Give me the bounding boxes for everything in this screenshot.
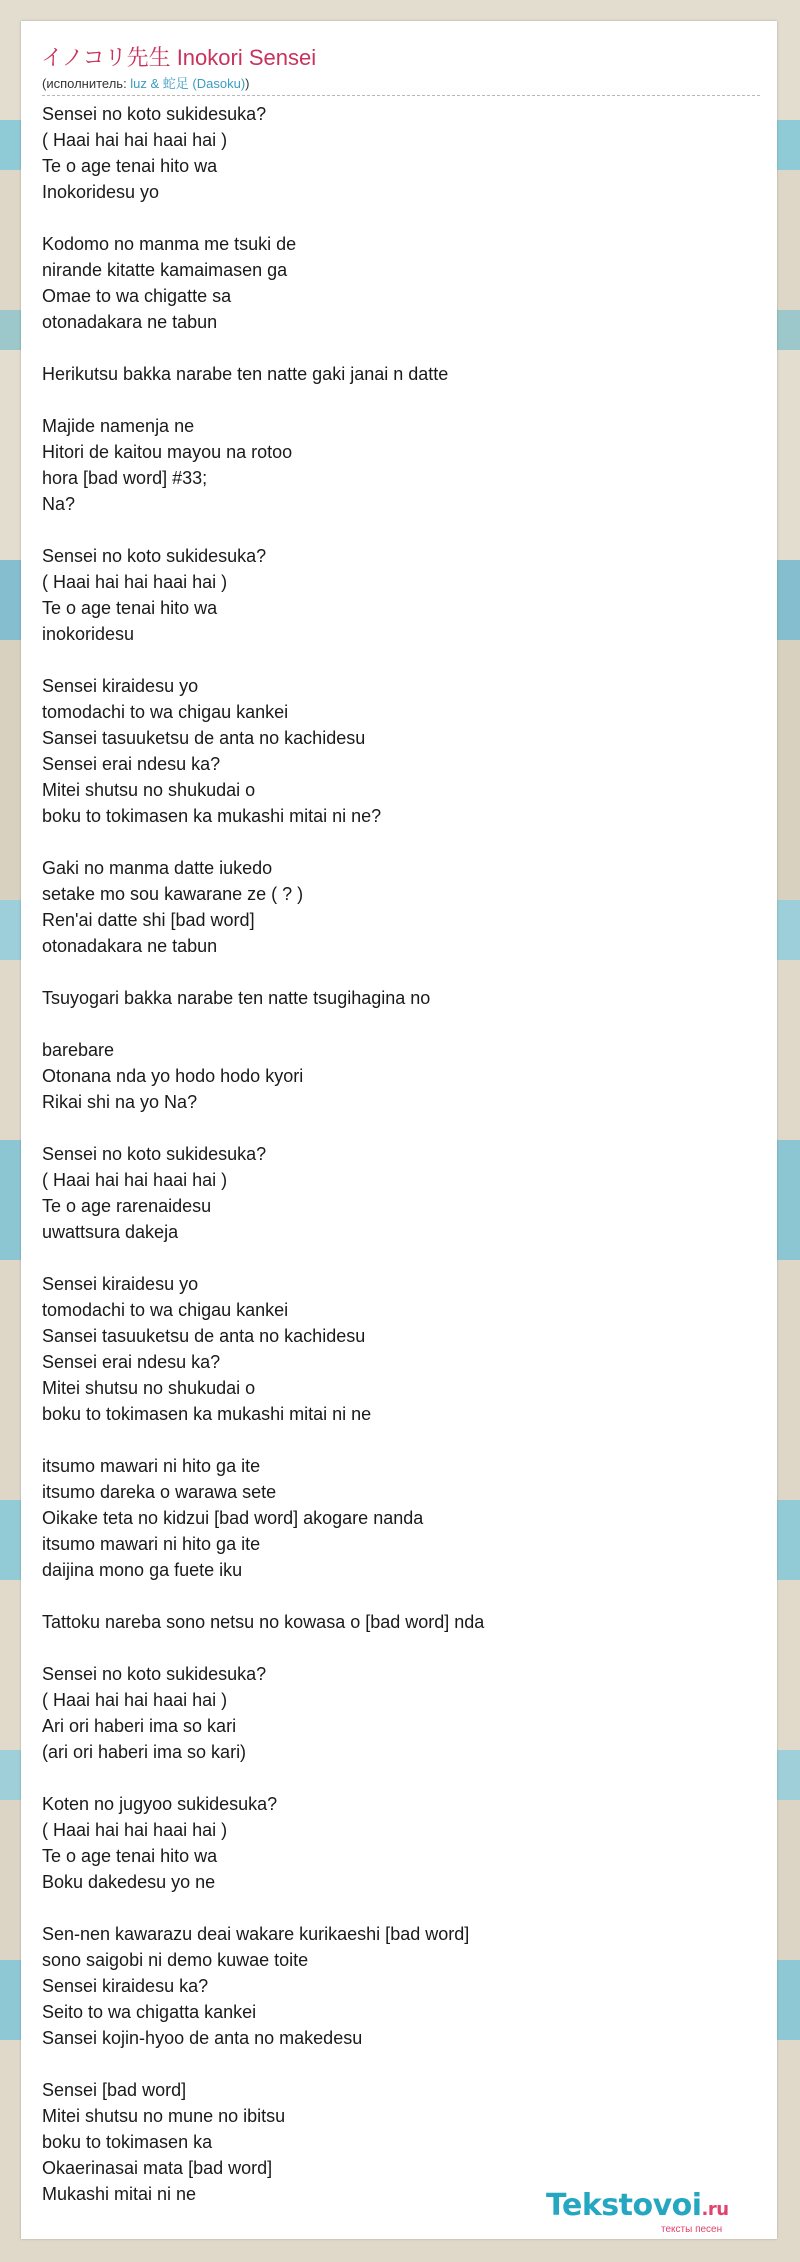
lyric-line: Koten no jugyoo sukidesuka?	[42, 1794, 278, 1814]
lyric-line: Majide namenja ne	[42, 416, 195, 436]
lyric-line: ( Haai hai hai haai hai )	[42, 1170, 228, 1190]
stanza-gap	[42, 1427, 762, 1453]
stanza-gap	[42, 1245, 762, 1271]
lyric-line: Te o age tenai hito wa	[42, 156, 218, 176]
lyric-line: Otonana nda yo hodo hodo kyori	[42, 1066, 304, 1086]
lyric-line: Ari ori haberi ima so kari	[42, 1716, 237, 1736]
lyric-line: Gaki no manma datte iukedo	[42, 858, 273, 878]
lyric-line: itsumo mawari ni hito ga ite	[42, 1456, 261, 1476]
lyric-line: Sansei kojin-hyoo de anta no makedesu	[42, 2028, 363, 2048]
lyric-line: Sensei kiraidesu ka?	[42, 1976, 209, 1996]
lyric-line: Sensei [bad word]	[42, 2080, 187, 2100]
stanza-gap	[42, 1765, 762, 1791]
lyric-line: Mitei shutsu no mune no ibitsu	[42, 2106, 286, 2126]
lyric-line: Boku dakedesu yo ne	[42, 1872, 216, 1892]
lyric-line: hora [bad word] #33;	[42, 468, 208, 488]
lyric-line: uwattsura dakeja	[42, 1222, 179, 1242]
lyric-line: Tattoku nareba sono netsu no kowasa o [bad word] nda	[42, 1612, 485, 1632]
logo-name: Tekstovoi	[546, 2188, 702, 2223]
lyric-line: setake mo sou kawarane ze ( ? )	[42, 884, 304, 904]
stanza-gap	[42, 2051, 762, 2077]
stanza-gap	[42, 335, 762, 361]
lyric-line: Kodomo no manma me tsuki de	[42, 234, 297, 254]
artist-suffix: )	[245, 76, 250, 91]
song-title: イノコリ先生 Inokori Sensei	[41, 45, 317, 70]
lyric-line: Herikutsu bakka narabe ten natte gaki janai n datte	[42, 364, 449, 384]
lyric-line: nirande kitatte kamaimasen ga	[42, 260, 288, 280]
stanza-gap	[42, 205, 762, 231]
lyric-line: Mukashi mitai ni ne	[42, 2184, 197, 2204]
lyric-line: Ren'ai datte shi [bad word]	[42, 910, 255, 930]
lyrics-card	[21, 21, 777, 2239]
lyric-line: ( Haai hai hai haai hai )	[42, 130, 228, 150]
stanza-gap	[42, 1011, 762, 1037]
lyric-line: Sensei no koto sukidesuka?	[42, 546, 267, 566]
lyric-line: Sensei kiraidesu yo	[42, 1274, 199, 1294]
lyric-line: ( Haai hai hai haai hai )	[42, 1690, 228, 1710]
site-logo[interactable]	[546, 2188, 729, 2225]
lyric-line: boku to tokimasen ka mukashi mitai ni ne	[42, 1404, 372, 1424]
lyric-line: Te o age tenai hito wa	[42, 598, 218, 618]
stanza-gap	[42, 517, 762, 543]
stanza-gap	[42, 829, 762, 855]
lyric-line: Mitei shutsu no shukudai o	[42, 1378, 256, 1398]
lyric-line: Hitori de kaitou mayou na rotoo	[42, 442, 293, 462]
lyric-line: Inokoridesu yo	[42, 182, 160, 202]
lyric-line: Sansei tasuuketsu de anta no kachidesu	[42, 728, 366, 748]
lyric-line: Okaerinasai mata [bad word]	[42, 2158, 273, 2178]
lyric-line: barebare	[42, 1040, 115, 1060]
lyric-line: boku to tokimasen ka	[42, 2132, 213, 2152]
lyric-line: itsumo mawari ni hito ga ite	[42, 1534, 261, 1554]
lyric-line: Sansei tasuuketsu de anta no kachidesu	[42, 1326, 366, 1346]
lyric-line: boku to tokimasen ka mukashi mitai ni ne?	[42, 806, 382, 826]
stanza-gap	[42, 647, 762, 673]
lyric-line: Te o age rarenaidesu	[42, 1196, 212, 1216]
lyric-line: Mitei shutsu no shukudai o	[42, 780, 256, 800]
lyric-line: Sensei erai ndesu ka?	[42, 1352, 221, 1372]
lyric-line: Rikai shi na yo Na?	[42, 1092, 198, 1112]
lyric-line: Sensei erai ndesu ka?	[42, 754, 221, 774]
logo-tagline: тексты песен	[661, 2224, 723, 2235]
lyric-line: inokoridesu	[42, 624, 135, 644]
stanza-gap	[42, 387, 762, 413]
lyric-line: Omae to wa chigatte sa	[42, 286, 232, 306]
lyric-line: (ari ori haberi ima so kari)	[42, 1742, 247, 1762]
logo-tld: .ru	[701, 2199, 729, 2220]
stanza-gap	[42, 959, 762, 985]
stanza-gap	[42, 1115, 762, 1141]
lyric-line: Na?	[42, 494, 76, 514]
lyric-line: Sen-nen kawarazu deai wakare kurikaeshi [bad word]	[42, 1924, 470, 1944]
lyric-line: tomodachi to wa chigau kankei	[42, 1300, 289, 1320]
lyric-line: tomodachi to wa chigau kankei	[42, 702, 289, 722]
lyrics-text	[42, 101, 762, 2207]
stanza-gap	[42, 1635, 762, 1661]
lyric-line: Sensei no koto sukidesuka?	[42, 104, 267, 124]
lyric-line: ( Haai hai hai haai hai )	[42, 1820, 228, 1840]
lyric-line: Seito to wa chigatta kankei	[42, 2002, 257, 2022]
lyric-line: Oikake teta no kidzui [bad word] akogare nanda	[42, 1508, 424, 1528]
lyric-line: otonadakara ne tabun	[42, 312, 218, 332]
lyric-line: Te o age tenai hito wa	[42, 1846, 218, 1866]
lyric-line: Tsuyogari bakka narabe ten natte tsugihagina no	[42, 988, 431, 1008]
lyric-line: otonadakara ne tabun	[42, 936, 218, 956]
lyric-line: itsumo dareka o warawa sete	[42, 1482, 277, 1502]
artist-link[interactable]: luz & 蛇足 (Dasoku)	[130, 76, 246, 91]
lyric-line: daijina mono ga fuete iku	[42, 1560, 243, 1580]
lyric-line: ( Haai hai hai haai hai )	[42, 572, 228, 592]
artist-line	[42, 73, 760, 96]
stanza-gap	[42, 1583, 762, 1609]
lyric-line: Sensei no koto sukidesuka?	[42, 1144, 267, 1164]
artist-prefix: (исполнитель:	[42, 76, 131, 91]
lyric-line: Sensei no koto sukidesuka?	[42, 1664, 267, 1684]
stanza-gap	[42, 1895, 762, 1921]
lyric-line: Sensei kiraidesu yo	[42, 676, 199, 696]
lyric-line: sono saigobi ni demo kuwae toite	[42, 1950, 309, 1970]
